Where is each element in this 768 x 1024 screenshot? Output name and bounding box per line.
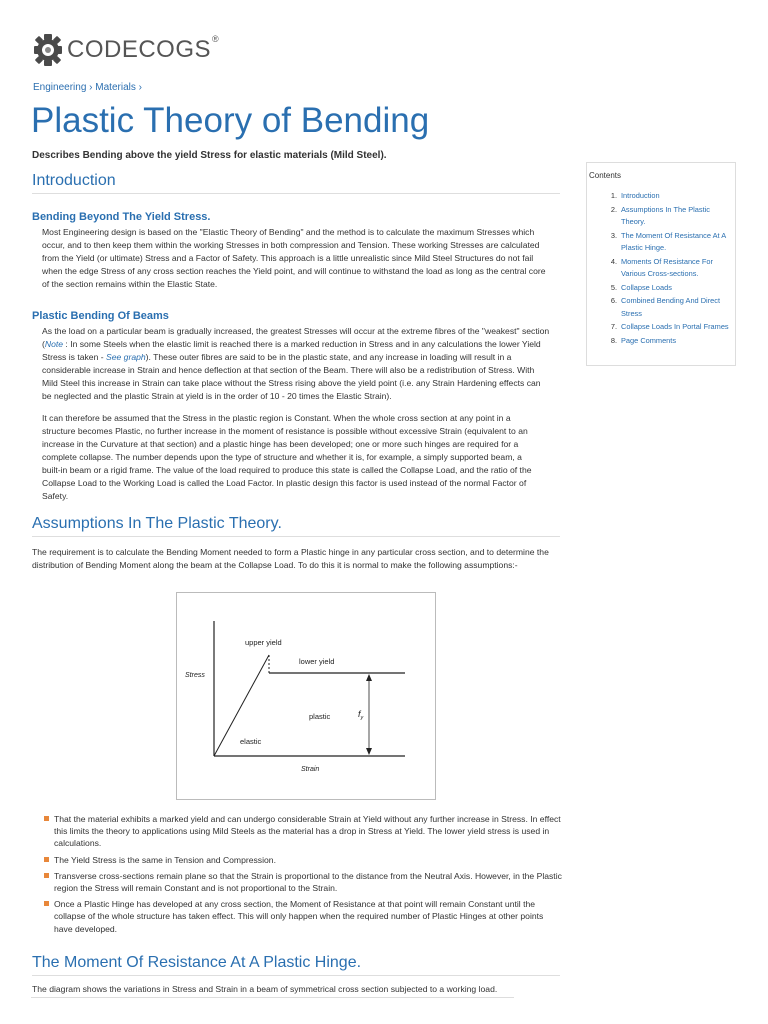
paragraph-plastic-bending-2: It can therefore be assumed that the Stress in the plastic region is Constant. When the whole cross section at any point in a structure becomes Plastic, no further increase in the moment of resistance is possible without excessive Strain (equivalent to an increase in the Curvature at that section) and a plastic hinge has been developed; one or more such hinges are required for a complete collapse. The number depends upon the type of structure and whether it is, for example, a simply supported beam, a built-in beam or a rigid frame. The value of the load required to produce this state is called the Collapse Load, and the ratio of the Collapse Load to the Working Load is called the Load Factor. In plastic design this factor is used instead of the normal Factor of Safety. [42,413,532,501]
note-link[interactable]: Note [44,339,64,349]
label-fy: $f_y$ [358,709,364,721]
fy-arrow-top [366,674,372,681]
contents-item[interactable]: 7. Collapse Loads In Portal Frames [610,322,729,331]
fy-arrow-bottom [366,748,372,755]
label-elastic: elastic [240,737,262,746]
paragraph-moment-1: The diagram shows the variations in Stress and Strain in a beam of symmetrical cross section subjected to a working load. [32,984,498,994]
contents-item[interactable]: 1. Introduction [610,191,660,200]
page-title: Plastic Theory of Bending [31,101,430,140]
codecogs-logo[interactable] [33,33,219,67]
label-strain-axis: Strain [301,766,320,773]
contents-item[interactable]: 2. Assumptions In The Plastic Theory. [610,204,711,226]
paragraph-assumptions-1: The requirement is to calculate the Bending Moment needed to form a Plastic hinge in any particular cross section, and to determine the distribution of Bending Moment along the beam at the Collapse Load. To do this it is normal to make the following assumptions:- [32,547,549,570]
stress-strain-figure [176,592,436,800]
divider [31,997,514,998]
stress-strain-diagram [177,593,435,799]
breadcrumb-separator: › [138,82,142,93]
assumptions-list [44,813,564,939]
section-heading-moment-of-resistance: The Moment Of Resistance At A Plastic Hinge. [32,954,560,976]
contents-list [601,190,731,348]
contents-item[interactable]: 3. The Moment Of Resistance At A Plastic Hinge. [610,230,726,252]
subheading-plastic-bending-of-beams: Plastic Bending Of Beams [32,310,169,322]
contents-box [586,162,736,366]
bullet-square-icon [44,857,49,862]
label-stress-axis: Stress [185,672,205,679]
list-item: Once a Plastic Hinge has developed at any cross section, the Moment of Resistance at that point will remain Constant until the collapse of the whole structure has taken effect. This will only happen when the required number of Plastic Hinges at other points have developed. [44,898,564,935]
contents-item[interactable]: 5. Collapse Loads [610,282,672,292]
subheading-bending-beyond-yield: Bending Beyond The Yield Stress. [32,211,211,223]
page-subtitle: Describes Bending above the yield Stress for elastic materials (Mild Steel). [32,150,387,161]
breadcrumb-link-materials[interactable]: Materials [95,82,136,93]
section-heading-assumptions: Assumptions In The Plastic Theory. [32,515,560,537]
section-moment [32,954,560,996]
bullet-square-icon [44,901,49,906]
label-lower-yield: lower yield [299,657,335,666]
bullet-square-icon [44,816,49,821]
list-item: That the material exhibits a marked yield and can undergo considerable Strain at Yield without any further increase in Stress. In effect this limits the theory to applications using Mild Steels as the material has a drop in Stress at Yield. The lower yield stress is used in calculations. [44,813,564,850]
paragraph-plastic-bending-1: As the load on a particular beam is gradually increased, the greatest Stresses will occur at the extreme fibres of the "weakest" section (Note : In some Steels when the elastic limit is reached there is a marked reduction in Stress and in any calculations the lower Yield Stress is taken - See graph). These outer fibres are said to be in the plastic state, and any increase in loading will result in a considerable increase in Strain and hence deflection at that section of the Beam. There will also be a redistribution of Stress. With Mild Steel this increase in Strain can take place without the Stress rising above the yield point (i.e. any Strain Hardening effects can be neglected and the plastic Strain at yield is in the order of 10 - 20 times the Elastic Strain). [42,326,550,401]
list-item: The Yield Stress is the same in Tension and Compression. [44,854,564,866]
breadcrumb [33,82,142,93]
contents-item[interactable]: 6. Combined Bending And Direct Stress [610,296,721,318]
logo-wordmark: CODECOGS® [67,34,220,63]
see-graph-link[interactable]: See graph [106,352,146,362]
label-upper-yield: upper yield [245,638,282,647]
contents-item[interactable]: 4. Moments Of Resistance For Various Cross-sections. [610,256,714,278]
gear-logo-icon [33,33,63,67]
main-content [32,172,560,572]
contents-title: Contents [589,171,622,180]
bullet-square-icon [44,873,49,878]
label-plastic: plastic [309,712,331,721]
breadcrumb-separator: › [89,82,93,93]
section-heading-introduction: Introduction [32,172,560,194]
paragraph-intro-1: Most Engineering design is based on the "Elastic Theory of Bending" and the method is to calculate the maximum Stresses which occur, and to then keep them within the working Stresses in both compression and Tension. These working Stresses are calculated from the Yield (or ultimate) Stress and a Factor of Safety. This approach is a little unrealistic since Mild Steel Structures do not fail when the edge Stress of any cross section reaches the Yield point, and will continue to withstand the load as long as the central core of the section remains within the Elastic State. [42,227,546,289]
breadcrumb-link-engineering[interactable]: Engineering [33,82,87,93]
list-item: Transverse cross-sections remain plane so that the Strain is proportional to the distance from the Neutral Axis. However, in the Plastic region the Stress will remain Constant and is not proportional to the Strain. [44,870,564,894]
contents-item[interactable]: 8. Page Comments [610,335,677,345]
